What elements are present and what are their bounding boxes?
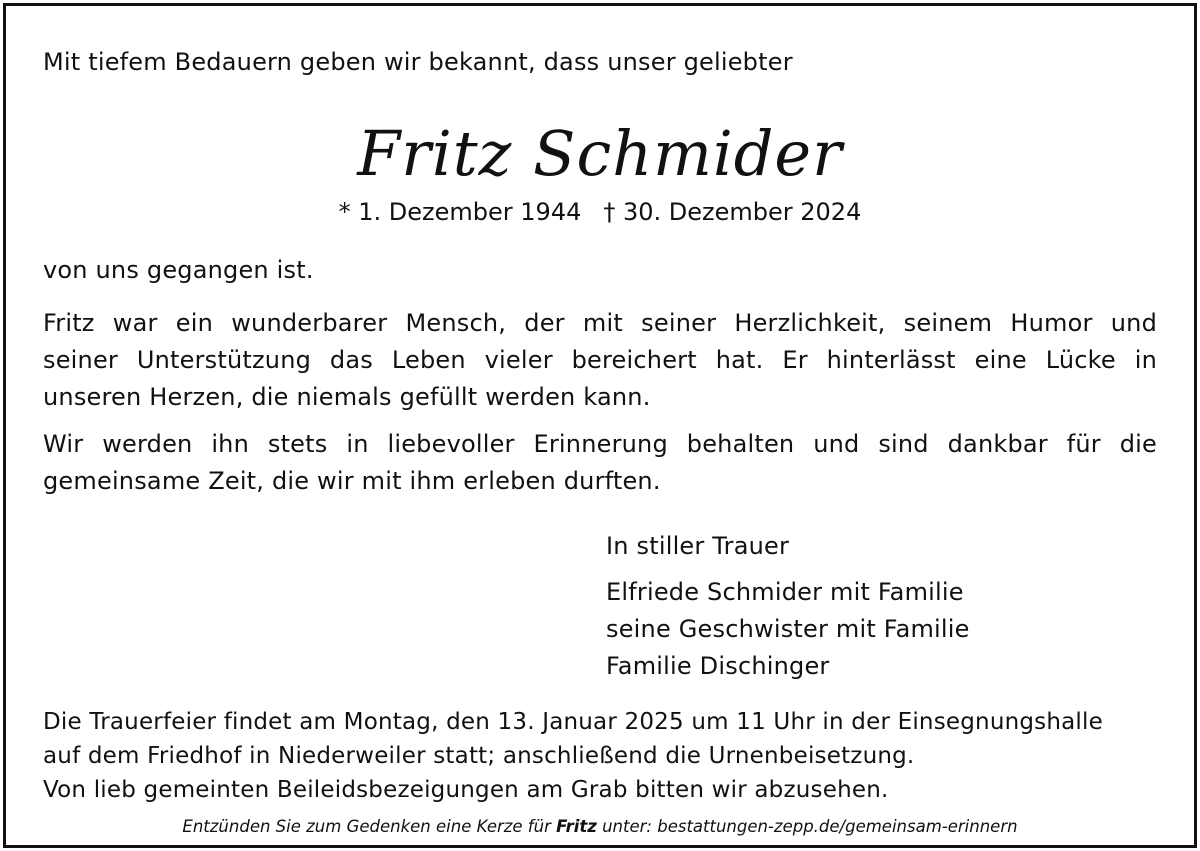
- paragraph-line: unseren Herzen, die niemals gefüllt werden kann.: [43, 383, 651, 411]
- funeral-info-line: Von lieb gemeinten Beileidsbezeigungen am Grab bitten wir abzusehen.: [43, 777, 889, 803]
- intro-text: Mit tiefem Bedauern geben wir bekannt, dass unser geliebter: [43, 48, 793, 76]
- paragraph-line: Fritz war ein wunderbarer Mensch, der mit seiner Herzlichkeit, seinem Humor und: [43, 309, 1157, 337]
- paragraph-line: Wir werden ihn stets in liebevoller Erinnerung behalten und sind dankbar für die: [43, 430, 1157, 458]
- gone-text: von uns gegangen ist.: [43, 256, 314, 284]
- birth-date: * 1. Dezember 1944: [338, 198, 582, 226]
- death-date: † 30. Dezember 2024: [603, 198, 862, 226]
- life-dates: [0, 194, 1200, 230]
- paragraph-line: seiner Unterstützung das Leben vieler bereichert hat. Er hinterlässt eine Lücke in: [43, 346, 1157, 374]
- paragraph-remembrance: [43, 426, 1157, 500]
- funeral-info-line: auf dem Friedhof in Niederweiler statt; anschließend die Urnenbeisetzung.: [43, 743, 915, 769]
- paragraph-line: gemeinsame Zeit, die wir mit ihm erleben durften.: [43, 467, 661, 495]
- footer-name: Fritz: [556, 817, 597, 836]
- footer-link: unter: bestattungen-zepp.de/gemeinsam-erinnern: [596, 817, 1018, 836]
- deceased-name: Fritz Schmider: [357, 117, 843, 190]
- signatory: Familie Dischinger: [606, 652, 830, 680]
- mourning-label: In stiller Trauer: [606, 532, 790, 560]
- signatory: Elfriede Schmider mit Familie: [606, 578, 964, 606]
- signatory: seine Geschwister mit Familie: [606, 615, 970, 643]
- candle-footer: [0, 815, 1200, 839]
- paragraph-tribute: [43, 305, 1157, 416]
- footer-text: Entzünden Sie zum Gedenken eine Kerze für: [182, 817, 557, 836]
- funeral-info-line: Die Trauerfeier findet am Montag, den 13. Januar 2025 um 11 Uhr in der Einsegnungshalle: [43, 709, 1103, 735]
